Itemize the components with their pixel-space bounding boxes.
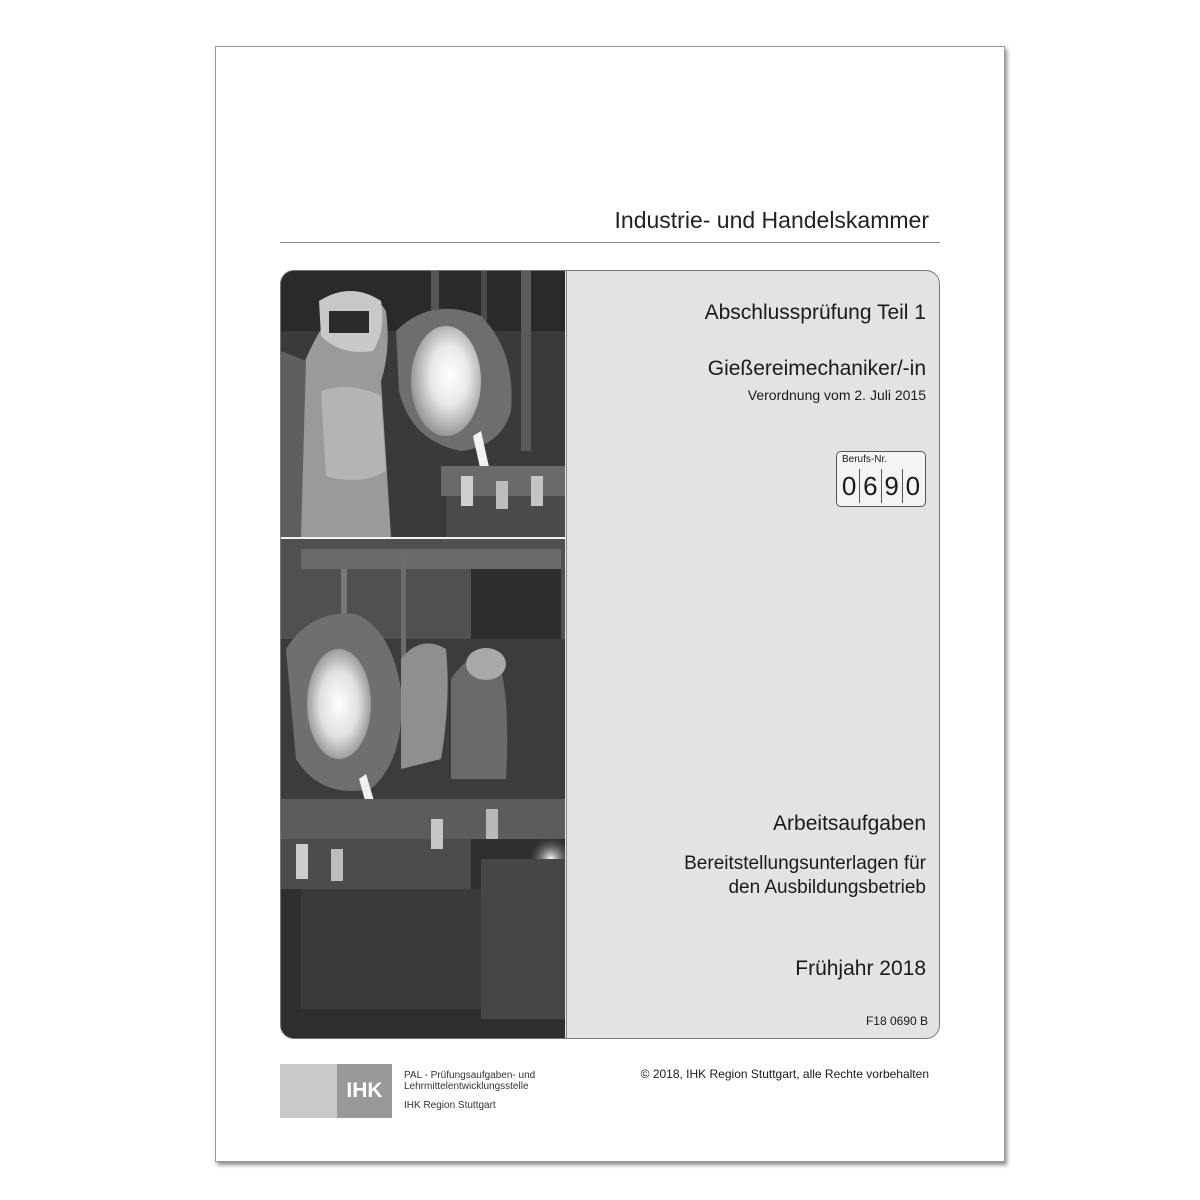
cover-panel — [280, 270, 940, 1039]
berufs-digit: 0 — [905, 471, 921, 501]
document-code: F18 0690 B — [865, 1014, 928, 1028]
tasks-subtitle-line: Bereitstellungsunterlagen für — [684, 853, 926, 874]
tasks-title: Arbeitsaufgaben — [773, 812, 926, 835]
regulation-date: Verordnung vom 2. Juli 2015 — [747, 387, 926, 403]
photo-column — [281, 271, 565, 1038]
publisher-region: IHK Region Stuttgart — [404, 1100, 496, 1111]
header-divider — [280, 242, 940, 243]
publisher-info — [404, 1070, 535, 1111]
profession-title: Gießereimechaniker/-in — [707, 357, 926, 380]
berufs-digit: 6 — [860, 469, 881, 503]
berufs-label: Berufs-Nr. — [842, 454, 888, 465]
berufs-digit: 0 — [839, 469, 860, 503]
berufs-digits — [839, 469, 923, 503]
foundry-photo-top — [281, 271, 565, 539]
berufs-digit: 9 — [882, 469, 903, 503]
chamber-title: Industrie- und Handelskammer — [614, 207, 929, 233]
tasks-subtitle-line: den Ausbildungsbetrieb — [728, 877, 926, 898]
publisher-line: Lehrmittelentwicklungsstelle — [404, 1081, 529, 1092]
tasks-subtitle — [684, 852, 926, 900]
berufs-number-box — [836, 451, 926, 507]
title-area — [566, 271, 939, 1038]
document-page — [215, 46, 1005, 1162]
copyright-notice: © 2018, IHK Region Stuttgart, alle Rechte vorbehalten — [640, 1067, 929, 1081]
ihk-logo-text: IHK — [337, 1064, 392, 1118]
exam-title: Abschlussprüfung Teil 1 — [704, 301, 926, 324]
foundry-photo-bottom — [281, 539, 565, 1038]
publisher-line: PAL - Prüfungsaufgaben- und — [404, 1070, 536, 1081]
ihk-logo — [280, 1064, 392, 1118]
exam-season: Frühjahr 2018 — [795, 957, 926, 980]
